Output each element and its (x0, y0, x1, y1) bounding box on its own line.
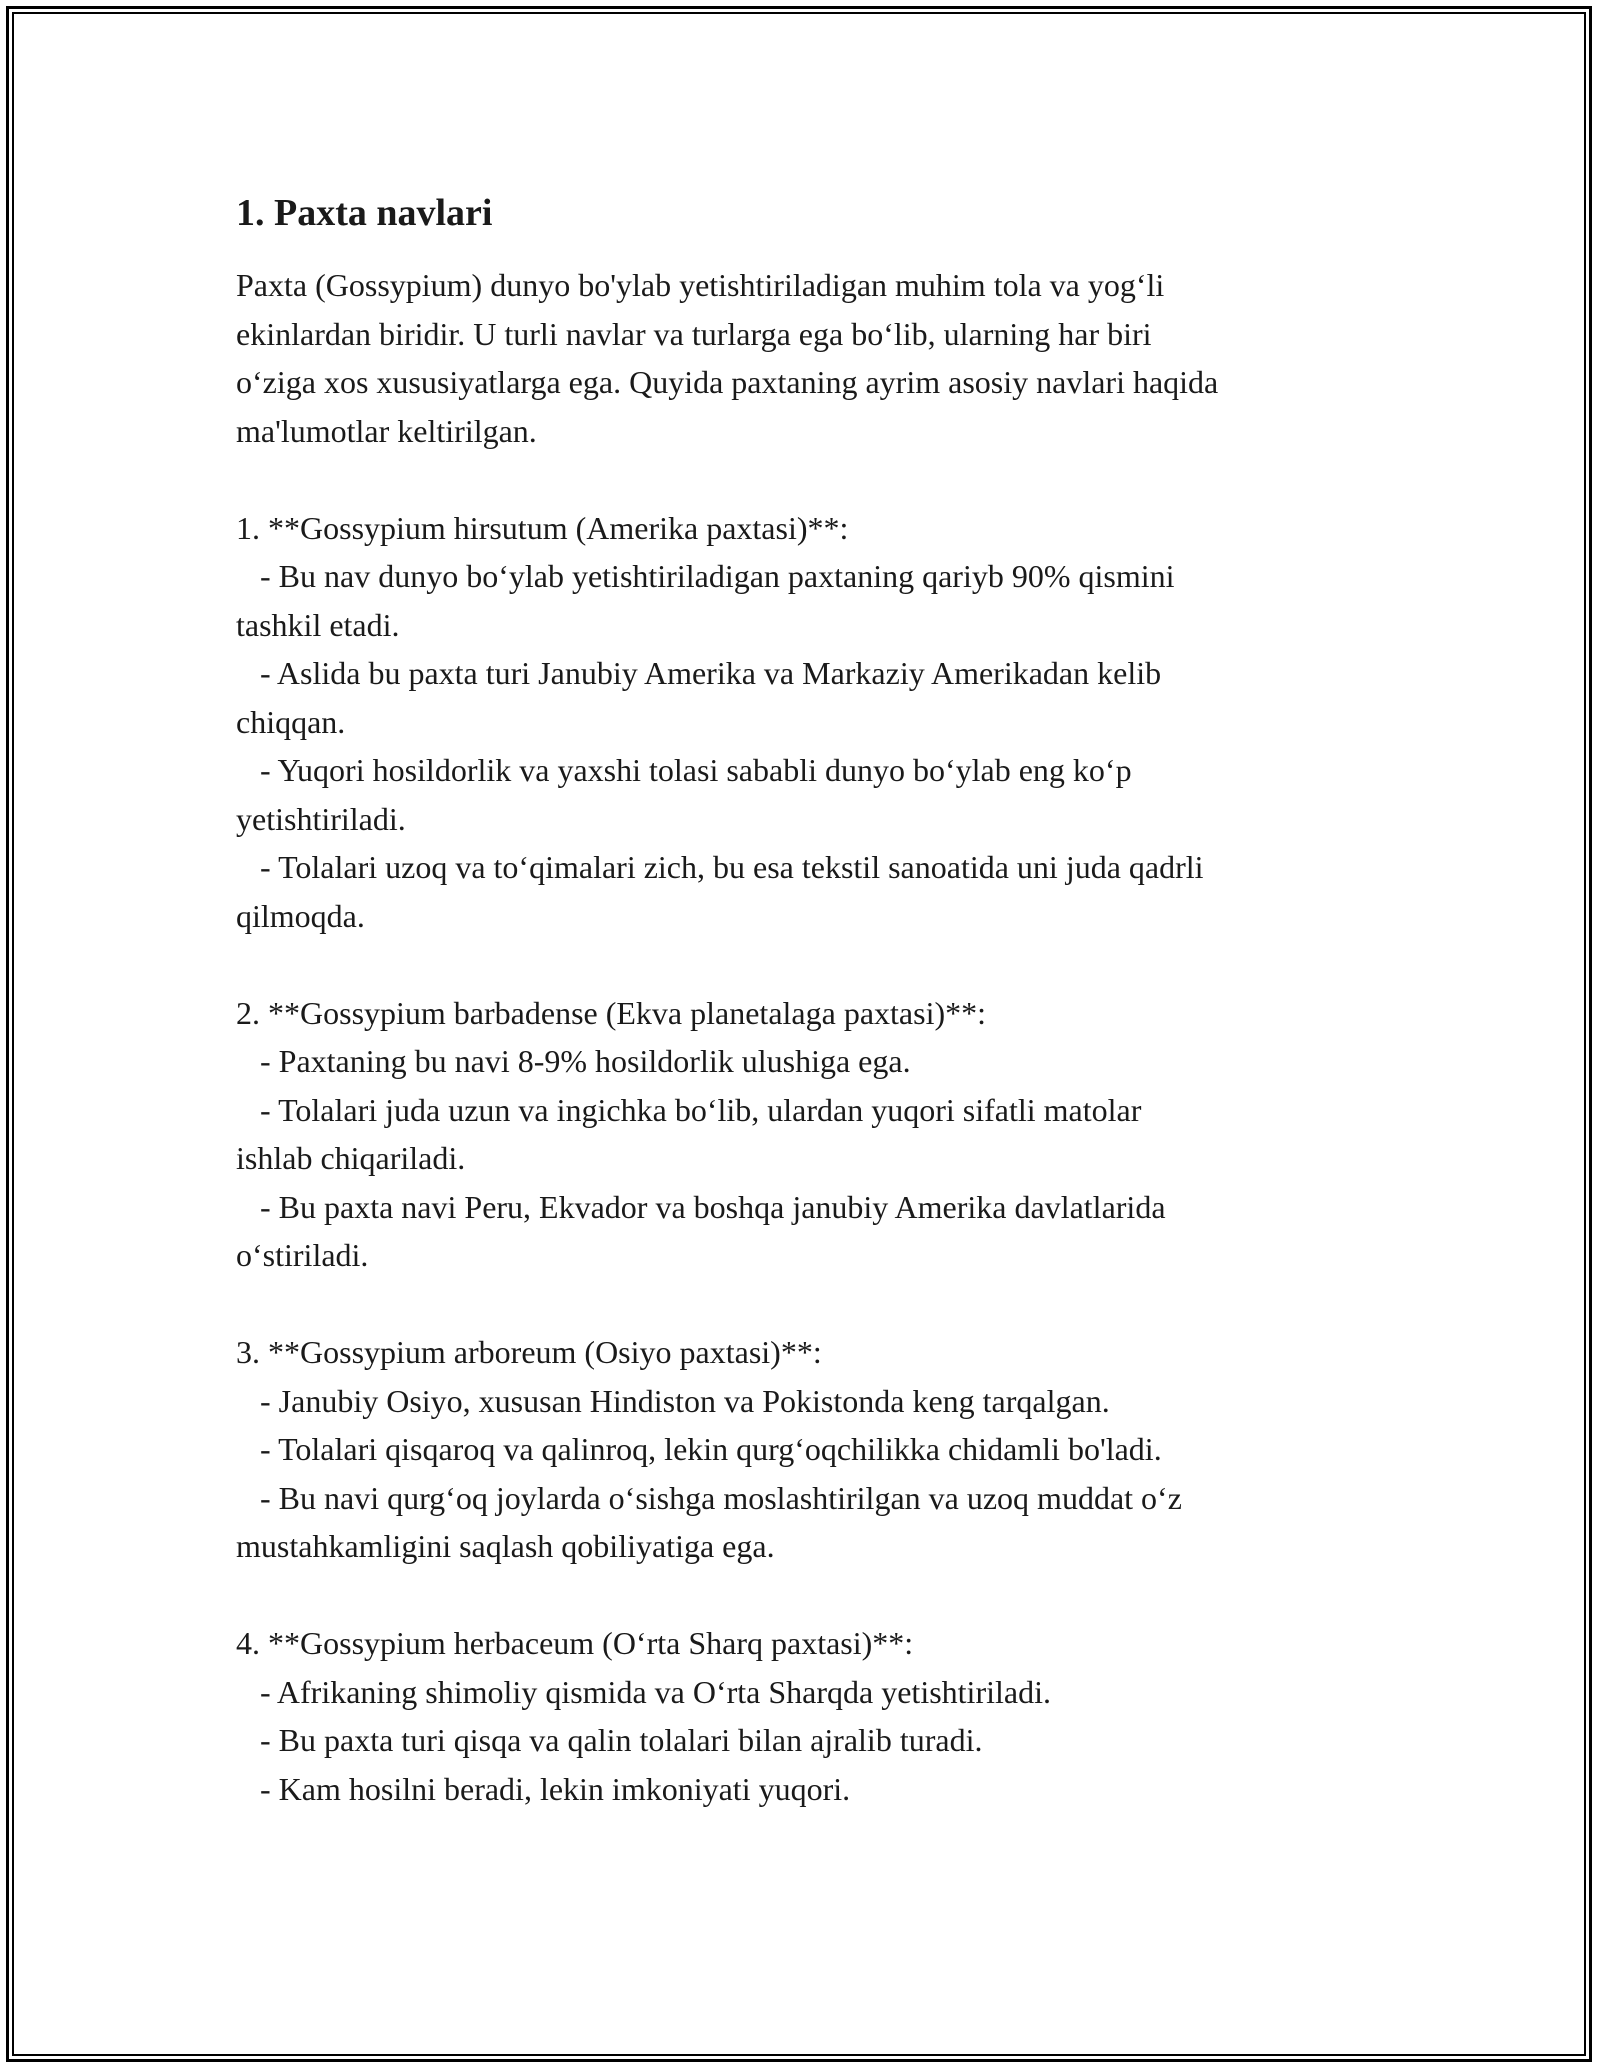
section-line: ishlab chiqariladi. (236, 1140, 466, 1176)
section-hirsutum (236, 504, 1386, 941)
section-line: mustahkamligini saqlash qobiliyatiga ega. (236, 1528, 775, 1564)
blank-line (236, 1280, 1386, 1329)
section-line: - Tolalari uzoq va to‘qimalari zich, bu esa tekstil sanoatida uni juda qadrli (236, 849, 1204, 885)
intro-paragraph (236, 261, 1386, 455)
section-line: o‘stiriladi. (236, 1237, 369, 1273)
section-heading: 4. **Gossypium herbaceum (O‘rta Sharq paxtasi)**: (236, 1625, 914, 1661)
section-line: - Bu paxta turi qisqa va qalin tolalari bilan ajralib turadi. (236, 1722, 983, 1758)
section-line: - Afrikaning shimoliy qismida va O‘rta Sharqda yetishtiriladi. (236, 1673, 1051, 1710)
section-line: - Kam hosilni beradi, lekin imkoniyati yuqori. (236, 1770, 851, 1807)
section-heading: 3. **Gossypium arboreum (Osiyo paxtasi)**: (236, 1334, 822, 1370)
section-line: - Tolalari juda uzun va ingichka bo‘lib, ulardan yuqori sifatli matolar (236, 1091, 1142, 1128)
section-line: chiqqan. (236, 703, 346, 740)
section-herbaceum (236, 1619, 1386, 1813)
intro-line: o‘ziga xos xususiyatlarga ega. Quyida paxtaning ayrim asosiy navlari haqida (236, 364, 1219, 400)
section-line: - Bu navi qurg‘oq joylarda o‘sishga moslashtirilgan va uzoq muddat o‘z (236, 1479, 1182, 1516)
section-line: - Yuqori hosildorlik va yaxshi tolasi sababli dunyo bo‘ylab eng ko‘p (236, 752, 1132, 788)
section-line: tashkil etadi. (236, 606, 400, 643)
section-heading: 1. **Gossypium hirsutum (Amerika paxtasi)**: (236, 509, 849, 546)
section-line: - Janubiy Osiyo, xususan Hindiston va Pokistonda keng tarqalgan. (236, 1382, 1110, 1419)
section-line: - Tolalari qisqaroq va qalinroq, lekin qurg‘oqchilikka chidamli bo'ladi. (236, 1431, 1162, 1467)
intro-line: ma'lumotlar keltirilgan. (236, 412, 537, 449)
intro-line: ekinlardan biridir. U turli navlar va turlarga ega bo‘lib, ularning har biri (236, 315, 1152, 352)
section-heading: 2. **Gossypium barbadense (Ekva planetalaga paxtasi)**: (236, 994, 986, 1031)
section-line: qilmoqda. (236, 897, 365, 934)
blank-line (236, 455, 1386, 504)
section-barbadense (236, 989, 1386, 1280)
intro-line: Paxta (Gossypium) dunyo bo'ylab yetishtiriladigan muhim tola va yog‘li (236, 267, 1165, 303)
section-line: - Bu nav dunyo bo‘ylab yetishtiriladigan paxtaning qariyb 90% qismini (236, 558, 1175, 594)
blank-line (236, 940, 1386, 989)
section-line: - Aslida bu paxta turi Janubiy Amerika va Markaziy Amerikadan kelib (236, 655, 1162, 691)
section-line: yetishtiriladi. (236, 800, 406, 837)
document-body (236, 185, 1386, 1813)
section-arboreum (236, 1328, 1386, 1571)
document-title: 1. Paxta navlari (236, 192, 493, 234)
section-line: - Bu paxta navi Peru, Ekvador va boshqa janubiy Amerika davlatlarida (236, 1188, 1166, 1225)
section-line: - Paxtaning bu navi 8-9% hosildorlik ulushiga ega. (236, 1043, 911, 1079)
blank-line (236, 1571, 1386, 1620)
